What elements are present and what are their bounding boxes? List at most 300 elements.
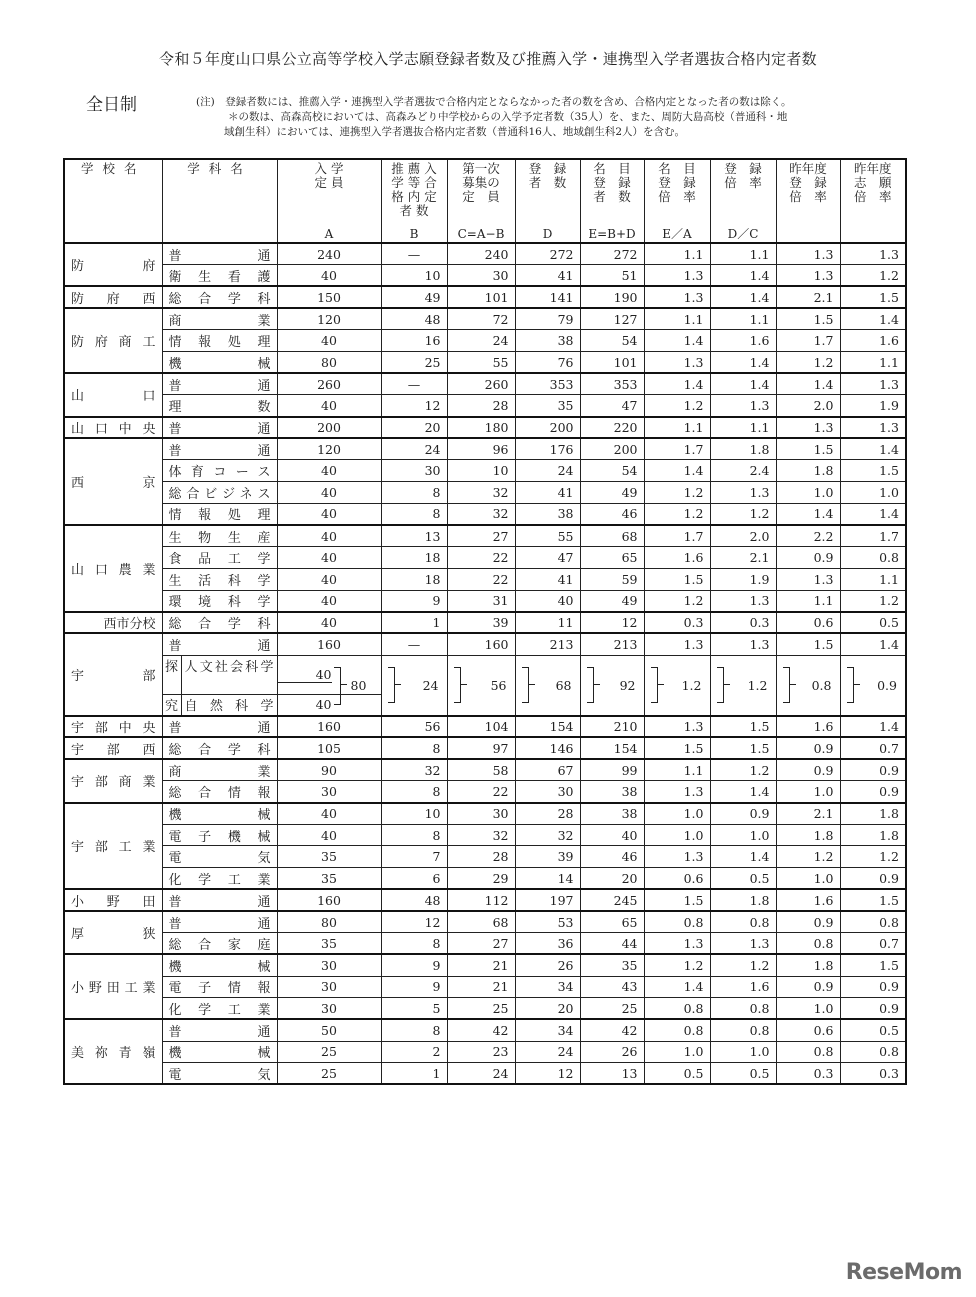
value-cell: 127 bbox=[580, 308, 644, 330]
header-formula: D bbox=[542, 227, 553, 241]
value-cell: 20 bbox=[580, 868, 644, 890]
header-recommended bbox=[381, 159, 447, 243]
recommended-cell: 12 bbox=[381, 395, 447, 417]
value-cell: 54 bbox=[580, 330, 644, 352]
value-cell bbox=[580, 655, 644, 716]
value-cell: 44 bbox=[580, 933, 644, 955]
enrollment-table bbox=[63, 158, 907, 1085]
value-cell: 32 bbox=[515, 824, 580, 846]
resemom-logo: ReseMom bbox=[845, 1260, 962, 1285]
dept-name: 商業 bbox=[162, 308, 277, 330]
ratio-cell: 1.3 bbox=[710, 590, 776, 612]
ratio-cell: 1.4 bbox=[710, 265, 776, 287]
recommended-cell: 10 bbox=[381, 265, 447, 287]
recommended-cell: 20 bbox=[381, 417, 447, 439]
ratio-cell: 1.4 bbox=[710, 286, 776, 308]
ratio-cell: 1.0 bbox=[644, 824, 710, 846]
capacity-value: 40 bbox=[315, 697, 332, 713]
ratio-cell: 1.8 bbox=[840, 824, 906, 846]
recommended-cell: 18 bbox=[381, 568, 447, 590]
ratio-cell: 0.6 bbox=[644, 868, 710, 890]
value-cell: 30 bbox=[515, 781, 580, 803]
value-cell: 65 bbox=[580, 547, 644, 569]
header-prev-registered-ratio bbox=[776, 159, 840, 243]
school-name: 宇部中央 bbox=[64, 716, 162, 738]
ratio-cell: 1.2 bbox=[776, 846, 840, 868]
value-cell: 28 bbox=[447, 395, 515, 417]
recommended-cell: 2 bbox=[381, 1041, 447, 1063]
ratio-cell: 1.5 bbox=[644, 737, 710, 759]
recommended-cell: 25 bbox=[381, 351, 447, 373]
capacity-cell: 40 bbox=[277, 460, 381, 482]
header-line: 倍 率 bbox=[724, 175, 762, 190]
value-cell: 21 bbox=[447, 976, 515, 998]
ratio-cell: 0.3 bbox=[840, 1063, 906, 1085]
ratio-cell: 1.4 bbox=[710, 373, 776, 395]
table-row bbox=[64, 265, 906, 287]
recommended-cell: 9 bbox=[381, 976, 447, 998]
capacity-cell: 160 bbox=[277, 716, 381, 738]
value-cell: 31 bbox=[447, 590, 515, 612]
value-cell: 26 bbox=[515, 954, 580, 976]
ratio-cell: 1.0 bbox=[776, 868, 840, 890]
value-cell: 141 bbox=[515, 286, 580, 308]
capacity-cell: 30 bbox=[277, 998, 381, 1020]
table-row bbox=[64, 308, 906, 330]
ratio-cell: 0.5 bbox=[644, 1063, 710, 1085]
value-cell: 13 bbox=[580, 1063, 644, 1085]
value-cell: 24 bbox=[447, 330, 515, 352]
value-cell: 46 bbox=[580, 846, 644, 868]
ratio-cell: 1.3 bbox=[644, 265, 710, 287]
ratio-cell: 1.9 bbox=[710, 568, 776, 590]
ratio-cell: 0.6 bbox=[776, 612, 840, 634]
header-nominal-ratio bbox=[644, 159, 710, 243]
table-row bbox=[64, 568, 906, 590]
ratio-cell: 2.1 bbox=[776, 803, 840, 825]
value-cell: 38 bbox=[580, 781, 644, 803]
school-name: 西市分校 bbox=[64, 612, 162, 634]
table-row bbox=[64, 330, 906, 352]
value-cell: 67 bbox=[515, 759, 580, 781]
header-line: 定 員 bbox=[462, 189, 500, 204]
recommended-cell: 9 bbox=[381, 590, 447, 612]
table-body bbox=[64, 243, 906, 1084]
document-title: 令和５年度山口県公立高等学校入学志願登録者数及び推薦入学・連携型入学者選抜合格内定者数 bbox=[159, 50, 817, 68]
value-cell: 42 bbox=[580, 1019, 644, 1041]
value-cell: 32 bbox=[447, 503, 515, 525]
table-row bbox=[64, 846, 906, 868]
value-cell: 10 bbox=[447, 460, 515, 482]
dept-name: 化学工業 bbox=[162, 868, 277, 890]
value-cell: 40 bbox=[580, 824, 644, 846]
dept-name: 理数 bbox=[162, 395, 277, 417]
table-row bbox=[64, 1063, 906, 1085]
ratio-cell: 0.3 bbox=[710, 612, 776, 634]
value-cell: 35 bbox=[515, 395, 580, 417]
brace-icon bbox=[587, 667, 594, 703]
value-cell: 240 bbox=[447, 243, 515, 265]
ratio-cell: 1.3 bbox=[776, 243, 840, 265]
ratio-cell: 0.9 bbox=[840, 781, 906, 803]
ratio-cell: 1.4 bbox=[776, 503, 840, 525]
value-cell: 22 bbox=[447, 547, 515, 569]
dept-name: 食品工学 bbox=[162, 547, 277, 569]
capacity-cell bbox=[277, 694, 381, 716]
ratio-cell: 1.6 bbox=[776, 889, 840, 911]
ratio-cell: 1.3 bbox=[840, 417, 906, 439]
ratio-cell: 0.8 bbox=[776, 1041, 840, 1063]
ratio-cell: 1.6 bbox=[776, 716, 840, 738]
recommended-cell: 48 bbox=[381, 889, 447, 911]
value-cell: 21 bbox=[447, 954, 515, 976]
dept-name: 生物生産 bbox=[162, 525, 277, 547]
ratio-cell: 1.4 bbox=[840, 503, 906, 525]
dept-name: 衛生看護 bbox=[162, 265, 277, 287]
header-dept: 学科名 bbox=[162, 159, 277, 243]
table-row bbox=[64, 868, 906, 890]
ratio-cell: 2.1 bbox=[710, 547, 776, 569]
header-line: 倍 率 bbox=[853, 189, 892, 204]
capacity-cell: 260 bbox=[277, 373, 381, 395]
ratio-cell: 1.0 bbox=[644, 1041, 710, 1063]
capacity-cell: 25 bbox=[277, 1063, 381, 1085]
dept-name: 総合家庭 bbox=[162, 933, 277, 955]
value-cell: 79 bbox=[515, 308, 580, 330]
ratio-cell: 2.0 bbox=[776, 395, 840, 417]
recommended-cell: 8 bbox=[381, 781, 447, 803]
value-cell: 176 bbox=[515, 438, 580, 460]
header-line: 格 内 定 bbox=[391, 189, 437, 204]
table-row bbox=[64, 655, 906, 694]
header-line: 昨年度 bbox=[853, 161, 892, 176]
school-name: 西京 bbox=[64, 438, 162, 525]
recommended-cell: — bbox=[381, 243, 447, 265]
ratio-cell: 1.2 bbox=[644, 395, 710, 417]
recommended-cell: 8 bbox=[381, 1019, 447, 1041]
recommended-cell: 5 bbox=[381, 998, 447, 1020]
header-line: 推 薦 入 bbox=[391, 161, 437, 176]
value-cell: 23 bbox=[447, 1041, 515, 1063]
capacity-cell: 25 bbox=[277, 1041, 381, 1063]
capacity-cell: 150 bbox=[277, 286, 381, 308]
dept-cell bbox=[162, 655, 277, 694]
ratio-cell: 1.4 bbox=[710, 351, 776, 373]
value-cell: 68 bbox=[580, 525, 644, 547]
value-cell: 54 bbox=[580, 460, 644, 482]
header-capacity bbox=[277, 159, 381, 243]
table-row bbox=[64, 998, 906, 1020]
ratio-cell: 1.3 bbox=[644, 633, 710, 655]
dept-name: 電子機械 bbox=[162, 824, 277, 846]
capacity-cell: 40 bbox=[277, 612, 381, 634]
ratio-cell: 1.3 bbox=[710, 633, 776, 655]
ratio-cell: 1.0 bbox=[840, 482, 906, 504]
value-cell: 38 bbox=[580, 803, 644, 825]
table-row bbox=[64, 460, 906, 482]
school-name: 小野田 bbox=[64, 889, 162, 911]
ratio-cell: 1.5 bbox=[710, 737, 776, 759]
capacity-cell: 40 bbox=[277, 395, 381, 417]
capacity-cell: 30 bbox=[277, 976, 381, 998]
table-row bbox=[64, 351, 906, 373]
capacity-cell: 40 bbox=[277, 525, 381, 547]
cell-value: 92 bbox=[619, 677, 636, 693]
value-cell: 24 bbox=[515, 1041, 580, 1063]
capacity-cell: 30 bbox=[277, 781, 381, 803]
ratio-cell: 0.7 bbox=[840, 933, 906, 955]
ratio-cell: 1.2 bbox=[644, 954, 710, 976]
header-nominal-registered bbox=[580, 159, 644, 243]
cell-value: 68 bbox=[555, 677, 572, 693]
capacity-cell: 40 bbox=[277, 482, 381, 504]
cell-value: 56 bbox=[490, 677, 507, 693]
recommended-cell: 8 bbox=[381, 482, 447, 504]
brace-icon bbox=[388, 667, 395, 703]
ratio-cell: 1.4 bbox=[644, 373, 710, 395]
dept-name: 電子情報 bbox=[162, 976, 277, 998]
header-row bbox=[64, 159, 906, 243]
ratio-cell: 1.6 bbox=[710, 330, 776, 352]
dept-name: 普通 bbox=[162, 373, 277, 395]
value-cell: 43 bbox=[580, 976, 644, 998]
header-line: 登 録 bbox=[789, 175, 827, 190]
header-line: 倍 率 bbox=[658, 189, 696, 204]
ratio-cell: 1.4 bbox=[776, 373, 840, 395]
ratio-cell: 1.2 bbox=[710, 954, 776, 976]
value-cell: 11 bbox=[515, 612, 580, 634]
table-row bbox=[64, 889, 906, 911]
dept-name: 普通 bbox=[162, 911, 277, 933]
recommended-cell: 7 bbox=[381, 846, 447, 868]
ratio-cell: 1.2 bbox=[644, 482, 710, 504]
ratio-cell: 1.3 bbox=[776, 568, 840, 590]
value-cell: 34 bbox=[515, 976, 580, 998]
ratio-cell: 0.8 bbox=[840, 547, 906, 569]
school-name: 美祢青嶺 bbox=[64, 1019, 162, 1084]
value-cell: 49 bbox=[580, 590, 644, 612]
header-line: 入 学 bbox=[314, 161, 344, 176]
value-cell: 30 bbox=[447, 265, 515, 287]
value-cell: 42 bbox=[447, 1019, 515, 1041]
table-row bbox=[64, 395, 906, 417]
value-cell: 146 bbox=[515, 737, 580, 759]
dept-cell bbox=[162, 694, 277, 716]
value-cell: 24 bbox=[515, 460, 580, 482]
value-cell: 47 bbox=[580, 395, 644, 417]
ratio-cell: 0.5 bbox=[840, 1019, 906, 1041]
table-row bbox=[64, 482, 906, 504]
ratio-cell: 0.9 bbox=[776, 911, 840, 933]
value-cell: 32 bbox=[447, 482, 515, 504]
value-cell: 220 bbox=[580, 417, 644, 439]
ratio-cell: 1.3 bbox=[776, 417, 840, 439]
recommended-cell: 6 bbox=[381, 868, 447, 890]
table-row bbox=[64, 547, 906, 569]
ratio-cell: 2.0 bbox=[710, 525, 776, 547]
recommended-cell: 1 bbox=[381, 1063, 447, 1085]
recommended-cell: 8 bbox=[381, 824, 447, 846]
school-name: 宇部工業 bbox=[64, 803, 162, 890]
ratio-cell: 1.4 bbox=[644, 330, 710, 352]
brace-icon bbox=[783, 667, 790, 703]
recommended-cell: 8 bbox=[381, 737, 447, 759]
dept-name: 普通 bbox=[162, 633, 277, 655]
recommended-cell: 16 bbox=[381, 330, 447, 352]
value-cell: 14 bbox=[515, 868, 580, 890]
value-cell: 154 bbox=[580, 737, 644, 759]
ratio-cell: 1.0 bbox=[710, 1041, 776, 1063]
value-cell: 28 bbox=[447, 846, 515, 868]
ratio-cell: 1.6 bbox=[710, 976, 776, 998]
ratio-cell: 0.8 bbox=[840, 1041, 906, 1063]
value-cell: 260 bbox=[447, 373, 515, 395]
header-line: 者 数 bbox=[593, 189, 631, 204]
ratio-cell: 1.3 bbox=[776, 265, 840, 287]
value-cell: 210 bbox=[580, 716, 644, 738]
dept-name: 生活科学 bbox=[162, 568, 277, 590]
table-row bbox=[64, 954, 906, 976]
dept-name: 環境科学 bbox=[162, 590, 277, 612]
ratio-cell: 1.2 bbox=[710, 759, 776, 781]
dept-name: 総合学科 bbox=[162, 737, 277, 759]
capacity-cell: 80 bbox=[277, 351, 381, 373]
value-cell: 190 bbox=[580, 286, 644, 308]
table-row bbox=[64, 243, 906, 265]
capacity-cell: 30 bbox=[277, 954, 381, 976]
header-registered-ratio bbox=[710, 159, 776, 243]
value-cell: 24 bbox=[447, 1063, 515, 1085]
value-cell: 58 bbox=[447, 759, 515, 781]
capacity-cell: 40 bbox=[277, 503, 381, 525]
recommended-cell: 49 bbox=[381, 286, 447, 308]
ratio-cell: 0.5 bbox=[840, 612, 906, 634]
capacity-cell: 90 bbox=[277, 759, 381, 781]
note-line-1: (注) 登録者数には、推薦入学・連携型入学者選抜で合格内定とならなかった者の数を含め、合格内定となった者の数は除く。 bbox=[196, 96, 792, 108]
ratio-cell: 1.7 bbox=[644, 438, 710, 460]
ratio-cell: 1.3 bbox=[644, 933, 710, 955]
value-cell: 180 bbox=[447, 417, 515, 439]
value-cell: 353 bbox=[580, 373, 644, 395]
value-cell: 59 bbox=[580, 568, 644, 590]
table-row bbox=[64, 373, 906, 395]
dept-name: 情報処理 bbox=[162, 503, 277, 525]
table-row bbox=[64, 933, 906, 955]
table-row bbox=[64, 633, 906, 655]
value-cell: 25 bbox=[447, 998, 515, 1020]
ratio-cell: 1.9 bbox=[840, 395, 906, 417]
recommended-cell: 10 bbox=[381, 803, 447, 825]
cell-value: 24 bbox=[422, 677, 439, 693]
value-cell: 25 bbox=[580, 998, 644, 1020]
value-cell: 27 bbox=[447, 525, 515, 547]
value-cell: 72 bbox=[447, 308, 515, 330]
ratio-cell: 0.3 bbox=[776, 1063, 840, 1085]
ratio-cell: 1.1 bbox=[644, 308, 710, 330]
header-registered bbox=[515, 159, 580, 243]
dept-name: 体育コース bbox=[162, 460, 277, 482]
ratio-cell: 1.1 bbox=[776, 590, 840, 612]
value-cell: 27 bbox=[447, 933, 515, 955]
ratio-cell: 0.8 bbox=[710, 998, 776, 1020]
value-cell bbox=[515, 655, 580, 716]
sub-dept-name: 自然科学 bbox=[184, 698, 274, 714]
value-cell: 200 bbox=[515, 417, 580, 439]
ratio-cell: 0.9 bbox=[840, 759, 906, 781]
ratio-cell: 1.8 bbox=[776, 954, 840, 976]
dept-name: 商業 bbox=[162, 759, 277, 781]
ratio-cell: 1.2 bbox=[644, 590, 710, 612]
dept-name: 機械 bbox=[162, 954, 277, 976]
value-cell bbox=[840, 655, 906, 716]
value-cell: 38 bbox=[515, 503, 580, 525]
recommended-cell: 8 bbox=[381, 933, 447, 955]
dept-name: 電気 bbox=[162, 1063, 277, 1085]
dept-name: 総合情報 bbox=[162, 781, 277, 803]
value-cell bbox=[644, 655, 710, 716]
ratio-cell: 1.5 bbox=[840, 286, 906, 308]
ratio-cell: 0.7 bbox=[840, 737, 906, 759]
notes bbox=[196, 95, 916, 140]
ratio-cell: 0.6 bbox=[776, 1019, 840, 1041]
capacity-cell: 105 bbox=[277, 737, 381, 759]
capacity-cell: 35 bbox=[277, 868, 381, 890]
dept-name: 機械 bbox=[162, 351, 277, 373]
value-cell: 55 bbox=[515, 525, 580, 547]
dept-name: 普通 bbox=[162, 889, 277, 911]
table-row bbox=[64, 759, 906, 781]
dept-name: 電気 bbox=[162, 846, 277, 868]
table-row bbox=[64, 417, 906, 439]
header-formula: E=B+D bbox=[588, 227, 636, 241]
capacity-cell: 40 bbox=[277, 330, 381, 352]
school-name: 宇部西 bbox=[64, 737, 162, 759]
table-row bbox=[64, 911, 906, 933]
header-formula: E／A bbox=[662, 227, 692, 241]
ratio-cell: 1.8 bbox=[776, 824, 840, 846]
header-line: 登 録 bbox=[593, 175, 631, 190]
ratio-cell: 1.5 bbox=[776, 308, 840, 330]
recommended-cell: 8 bbox=[381, 503, 447, 525]
value-cell: 96 bbox=[447, 438, 515, 460]
value-cell: 55 bbox=[447, 351, 515, 373]
ratio-cell: 1.4 bbox=[840, 438, 906, 460]
school-name: 宇部商業 bbox=[64, 759, 162, 802]
header-line: 学 等 合 bbox=[391, 175, 437, 190]
dept-group-label: 探 bbox=[163, 656, 182, 694]
header-line: 第一次 bbox=[462, 161, 500, 176]
ratio-cell: 0.9 bbox=[776, 547, 840, 569]
ratio-cell: 1.4 bbox=[840, 716, 906, 738]
ratio-cell: 1.3 bbox=[644, 781, 710, 803]
value-cell: 101 bbox=[447, 286, 515, 308]
ratio-cell: 1.5 bbox=[840, 954, 906, 976]
ratio-cell: 1.3 bbox=[644, 351, 710, 373]
ratio-cell: 1.8 bbox=[710, 889, 776, 911]
capacity-cell: 120 bbox=[277, 308, 381, 330]
dept-name: 総合学科 bbox=[162, 612, 277, 634]
value-cell: 53 bbox=[515, 911, 580, 933]
value-cell: 213 bbox=[580, 633, 644, 655]
capacity-cell: 120 bbox=[277, 438, 381, 460]
dept-name: 機械 bbox=[162, 1041, 277, 1063]
value-cell: 200 bbox=[580, 438, 644, 460]
ratio-cell: 1.0 bbox=[776, 482, 840, 504]
recommended-cell: 32 bbox=[381, 759, 447, 781]
ratio-cell: 0.5 bbox=[710, 868, 776, 890]
ratio-cell: 1.1 bbox=[710, 308, 776, 330]
note-line-2: ＊の数は、高森高校においては、高森みどり中学校からの入学予定者数（35人）を、また、周防大島高校（普通科・地 bbox=[228, 111, 788, 123]
